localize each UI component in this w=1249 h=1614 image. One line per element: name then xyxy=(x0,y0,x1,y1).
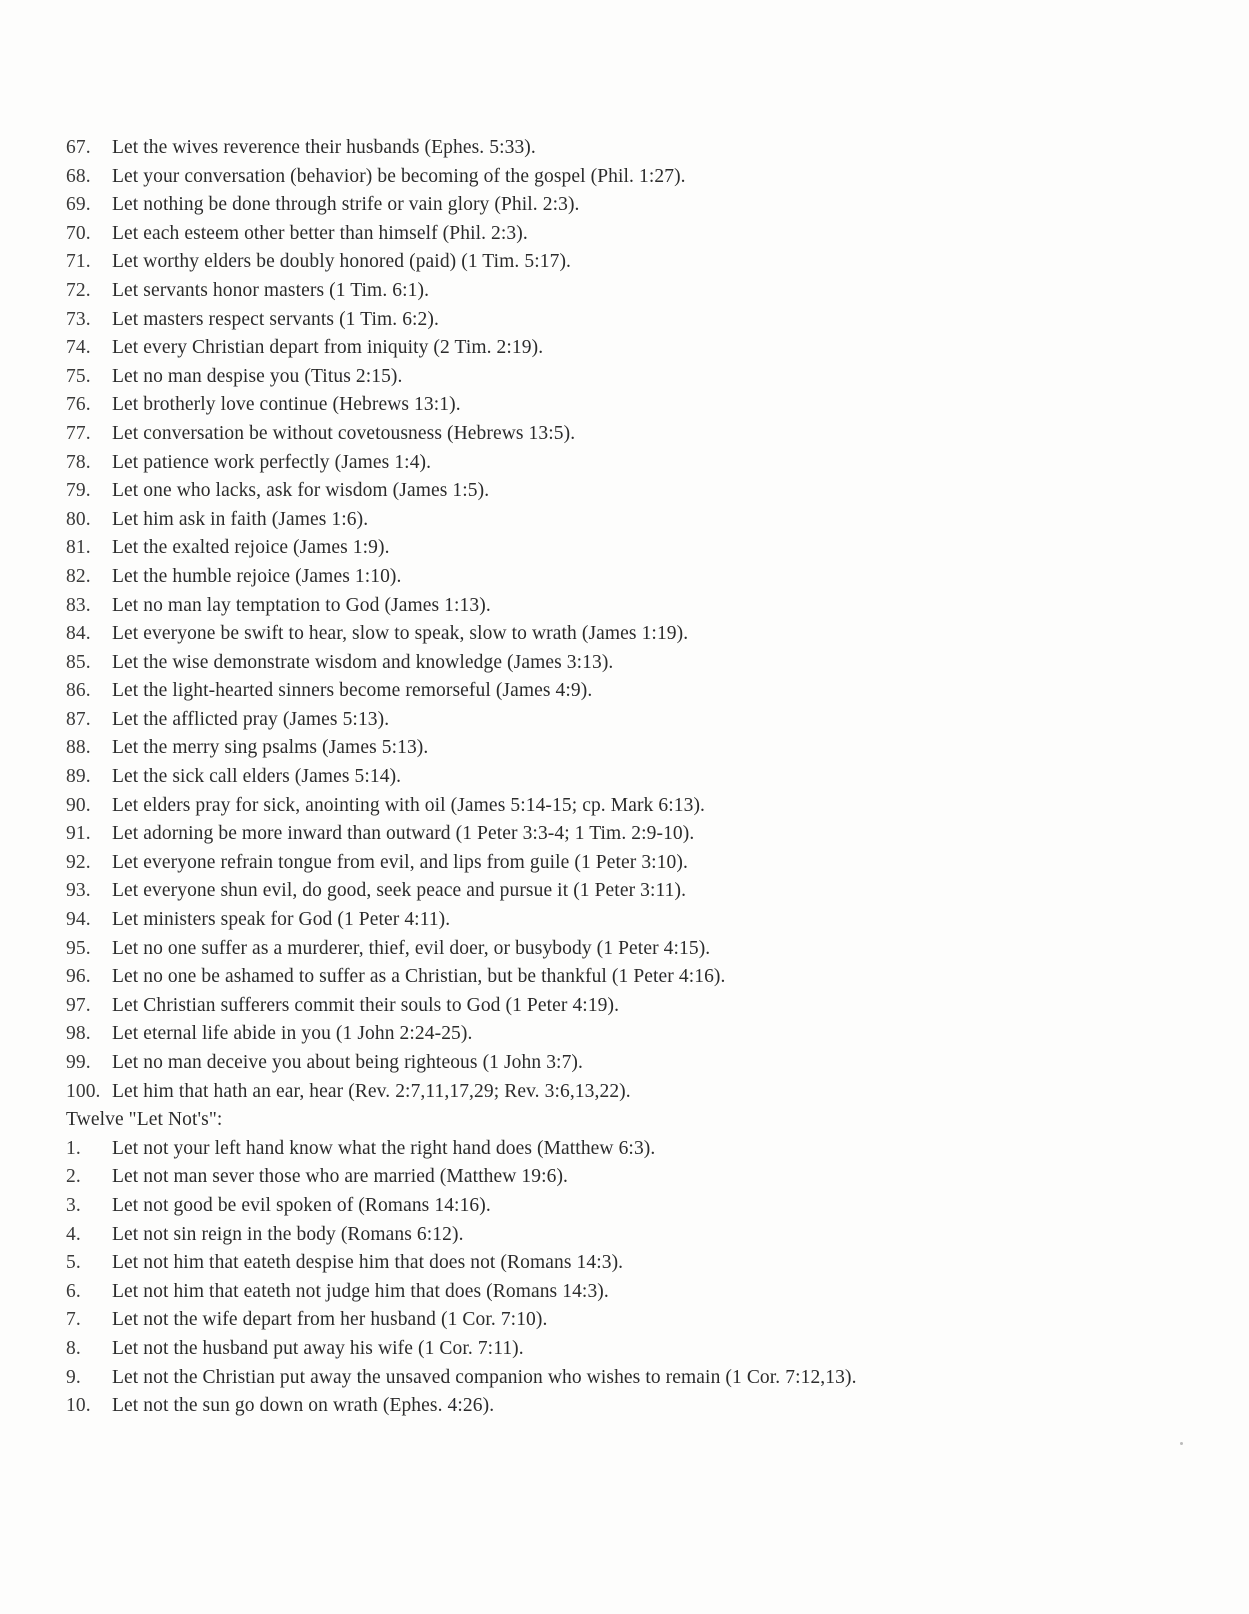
list-item xyxy=(66,935,1206,964)
item-number: 3. xyxy=(66,1194,81,1216)
item-number: 6. xyxy=(66,1280,81,1302)
item-number: 71. xyxy=(66,251,91,273)
item-text: Let the wives reverence their husbands (Ephes. 5:33). xyxy=(112,137,536,158)
list-item xyxy=(66,277,1206,306)
list-item xyxy=(66,1278,1206,1307)
item-text: Let not the Christian put away the unsaved companion who wishes to remain (1 Cor. 7:12,13). xyxy=(112,1366,857,1388)
list-item xyxy=(66,391,1206,420)
item-text: Let every Christian depart from iniquity (2 Tim. 2:19). xyxy=(112,337,544,359)
item-number: 81. xyxy=(66,537,91,559)
scan-speck xyxy=(1180,1442,1183,1445)
list-item xyxy=(66,1049,1206,1078)
item-number: 2. xyxy=(66,1166,81,1188)
list-item xyxy=(66,792,1206,821)
item-number: 4. xyxy=(66,1223,81,1245)
item-text: Let not good be evil spoken of (Romans 14:16). xyxy=(112,1194,491,1216)
let-list xyxy=(66,134,1206,1106)
list-item xyxy=(66,1221,1206,1250)
item-number: 7. xyxy=(66,1309,81,1331)
list-item xyxy=(66,620,1206,649)
item-number: 74. xyxy=(66,337,91,359)
item-text: Let not sin reign in the body (Romans 6:12). xyxy=(112,1223,464,1245)
list-item xyxy=(66,1364,1206,1393)
list-item xyxy=(66,706,1206,735)
list-item xyxy=(66,1078,1206,1107)
item-text: Let not him that eateth despise him that does not (Romans 14:3). xyxy=(112,1252,624,1274)
item-text: Let not your left hand know what the right hand does (Matthew 6:3). xyxy=(112,1137,656,1159)
list-item xyxy=(66,477,1206,506)
item-number: 88. xyxy=(66,737,91,759)
item-text: Let one who lacks, ask for wisdom (James 1:5). xyxy=(112,480,490,502)
let-not-list xyxy=(66,1135,1206,1421)
item-number: 10. xyxy=(66,1395,91,1417)
item-number: 90. xyxy=(66,794,91,816)
item-number: 72. xyxy=(66,279,91,301)
item-text: Let no one suffer as a murderer, thief, evil doer, or busybody (1 Peter 4:15). xyxy=(112,937,711,959)
item-number: 89. xyxy=(66,766,91,788)
item-number: 100. xyxy=(66,1080,101,1102)
list-item xyxy=(66,1192,1206,1221)
item-text: Let everyone refrain tongue from evil, and lips from guile (1 Peter 3:10). xyxy=(112,851,688,873)
list-item xyxy=(66,1020,1206,1049)
item-text: Let him ask in faith (James 1:6). xyxy=(112,508,369,530)
item-number: 96. xyxy=(66,966,91,988)
list-item xyxy=(66,449,1206,478)
item-text: Let not him that eateth not judge him that does (Romans 14:3). xyxy=(112,1280,609,1302)
list-item xyxy=(66,677,1206,706)
item-number: 94. xyxy=(66,909,91,931)
item-text: Let him that hath an ear, hear (Rev. 2:7,11,17,29; Rev. 3:6,13,22). xyxy=(112,1080,631,1102)
list-item xyxy=(66,734,1206,763)
item-text: Let worthy elders be doubly honored (paid) (1 Tim. 5:17). xyxy=(112,251,572,273)
item-text: Let no man lay temptation to God (James 1:13). xyxy=(112,594,491,616)
list-item xyxy=(66,191,1206,220)
item-text: Let each esteem other better than himself (Phil. 2:3). xyxy=(112,222,528,244)
list-item xyxy=(66,306,1206,335)
item-text: Let masters respect servants (1 Tim. 6:2). xyxy=(112,308,439,330)
item-text: Let everyone shun evil, do good, seek peace and pursue it (1 Peter 3:11). xyxy=(112,880,687,902)
list-item xyxy=(66,420,1206,449)
item-number: 79. xyxy=(66,480,91,502)
item-number: 75. xyxy=(66,365,91,387)
list-item xyxy=(66,363,1206,392)
item-number: 92. xyxy=(66,851,91,873)
list-item xyxy=(66,1306,1206,1335)
item-number: 85. xyxy=(66,651,91,673)
item-text: Let the sick call elders (James 5:14). xyxy=(112,766,402,788)
list-item xyxy=(66,220,1206,249)
item-number: 97. xyxy=(66,994,91,1016)
item-number: 80. xyxy=(66,508,91,530)
item-number: 1. xyxy=(66,1137,81,1159)
list-item xyxy=(66,534,1206,563)
list-item xyxy=(66,649,1206,678)
list-item xyxy=(66,763,1206,792)
item-text: Let Christian sufferers commit their souls to God (1 Peter 4:19). xyxy=(112,994,620,1016)
list-item xyxy=(66,906,1206,935)
item-text: Let your conversation (behavior) be becoming of the gospel (Phil. 1:27). xyxy=(112,165,686,187)
list-item xyxy=(66,334,1206,363)
item-text: Let brotherly love continue (Hebrews 13:1). xyxy=(112,394,461,416)
item-text: Let elders pray for sick, anointing with oil (James 5:14-15; cp. Mark 6:13). xyxy=(112,794,706,816)
item-text: Let the light-hearted sinners become remorseful (James 4:9). xyxy=(112,680,593,702)
list-item xyxy=(66,163,1206,192)
item-number: 69. xyxy=(66,194,91,216)
item-text: Let the merry sing psalms (James 5:13). xyxy=(112,737,429,759)
list-item xyxy=(66,820,1206,849)
item-text: Let no one be ashamed to suffer as a Christian, but be thankful (1 Peter 4:16). xyxy=(112,966,726,988)
item-number: 5. xyxy=(66,1252,81,1274)
item-number: 99. xyxy=(66,1052,91,1073)
item-number: 77. xyxy=(66,422,91,444)
item-text: Let ministers speak for God (1 Peter 4:11). xyxy=(112,909,451,931)
item-text: Let the exalted rejoice (James 1:9). xyxy=(112,537,390,559)
page-content xyxy=(66,134,1206,1421)
item-text: Let the humble rejoice (James 1:10). xyxy=(112,565,402,587)
item-number: 70. xyxy=(66,222,91,244)
item-number: 67. xyxy=(66,137,91,158)
item-text: Let the wise demonstrate wisdom and knowledge (James 3:13). xyxy=(112,651,614,673)
list-item xyxy=(66,849,1206,878)
item-number: 98. xyxy=(66,1023,91,1045)
item-text: Let servants honor masters (1 Tim. 6:1). xyxy=(112,279,430,301)
item-number: 73. xyxy=(66,308,91,330)
item-text: Let not the wife depart from her husband (1 Cor. 7:10). xyxy=(112,1309,548,1331)
item-text: Let the afflicted pray (James 5:13). xyxy=(112,708,390,730)
list-item xyxy=(66,1392,1206,1421)
let-nots-heading: Twelve "Let Not's": xyxy=(66,1109,223,1131)
item-text: Let no man deceive you about being righteous (1 John 3:7). xyxy=(112,1052,583,1073)
item-text: Let not man sever those who are married (Matthew 19:6). xyxy=(112,1166,569,1188)
list-item xyxy=(66,963,1206,992)
item-number: 78. xyxy=(66,451,91,473)
item-number: 8. xyxy=(66,1337,81,1359)
item-number: 91. xyxy=(66,823,91,845)
list-item xyxy=(66,248,1206,277)
list-item xyxy=(66,1335,1206,1364)
list-item xyxy=(66,134,1206,163)
item-text: Let not the sun go down on wrath (Ephes. 4:26). xyxy=(112,1395,495,1417)
list-item xyxy=(66,506,1206,535)
item-number: 84. xyxy=(66,623,91,645)
item-text: Let everyone be swift to hear, slow to speak, slow to wrath (James 1:19). xyxy=(112,623,689,645)
item-number: 76. xyxy=(66,394,91,416)
item-number: 82. xyxy=(66,565,91,587)
item-text: Let adorning be more inward than outward (1 Peter 3:3-4; 1 Tim. 2:9-10). xyxy=(112,823,695,845)
item-number: 93. xyxy=(66,880,91,902)
item-text: Let eternal life abide in you (1 John 2:24-25). xyxy=(112,1023,473,1045)
item-text: Let nothing be done through strife or vain glory (Phil. 2:3). xyxy=(112,194,580,216)
item-text: Let not the husband put away his wife (1 Cor. 7:11). xyxy=(112,1337,524,1359)
item-text: Let conversation be without covetousness (Hebrews 13:5). xyxy=(112,422,576,444)
item-number: 83. xyxy=(66,594,91,616)
list-item xyxy=(66,563,1206,592)
item-text: Let no man despise you (Titus 2:15). xyxy=(112,365,403,387)
list-item xyxy=(66,992,1206,1021)
item-number: 95. xyxy=(66,937,91,959)
list-item xyxy=(66,592,1206,621)
list-item xyxy=(66,1249,1206,1278)
item-number: 68. xyxy=(66,165,91,187)
item-number: 87. xyxy=(66,708,91,730)
item-number: 86. xyxy=(66,680,91,702)
list-item xyxy=(66,1135,1206,1164)
list-item xyxy=(66,1163,1206,1192)
item-text: Let patience work perfectly (James 1:4). xyxy=(112,451,432,473)
list-item xyxy=(66,877,1206,906)
item-number: 9. xyxy=(66,1366,81,1388)
